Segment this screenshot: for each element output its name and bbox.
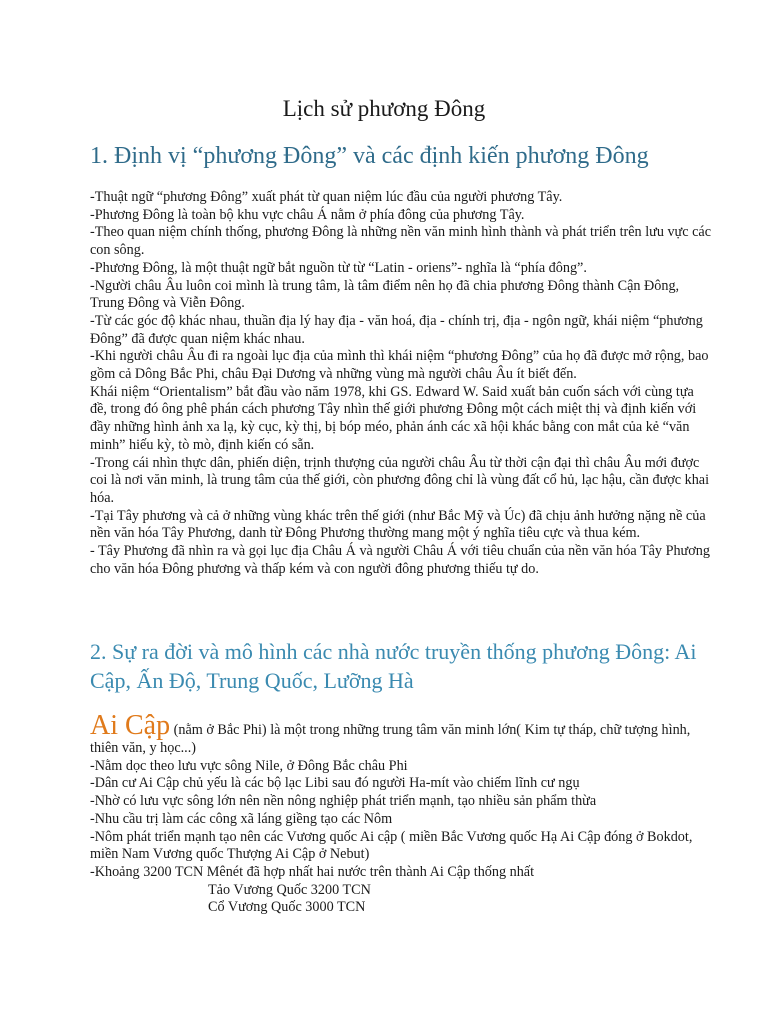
egypt-intro-text: (nằm ở Bắc Phi) là một trong những trung tâm văn minh lớn( Kim tự tháp, chữ tượng hình, thiên văn, y học...) (90, 722, 691, 756)
paragraph: -Khoảng 3200 TCN Mênét đã hợp nhất hai nước trên thành Ai Cập thống nhất (90, 863, 535, 880)
indented-line: Tảo Vương Quốc 3200 TCN (208, 881, 371, 898)
egypt-title: Ai Cập (90, 710, 171, 741)
paragraph: -Người châu Âu luôn coi mình là trung tâm, là tâm điểm nên họ đã chia phương Đông thành Cận Đông, Trung Đông và Viễn Đông. (90, 277, 680, 312)
section-1-body (90, 189, 712, 578)
paragraph: -Từ các góc độ khác nhau, thuần địa lý hay địa - văn hoá, địa - chính trị, địa - ngôn ngữ, khái niệm “phương Đông” đã được quan niệm khác nhau. (90, 312, 703, 347)
paragraph: -Nôm phát triển mạnh tạo nên các Vương quốc Ai cập ( miền Bắc Vương quốc Hạ Ai Cập đóng ở Bokdot, miền Nam Vương quốc Thượng Ai Cập ở Nebut) (90, 828, 693, 863)
paragraph: Khái niệm “Orientalism” bắt đầu vào năm 1978, khi GS. Edward W. Said xuất bản cuốn sách với cùng tựa đề, trong đó ông phê phán cách phương Tây nhìn thế giới phương Đông một cách miệt thị và định kiến với đầy những hình ảnh xa lạ, kỳ cục, kỳ thị, bị bóp méo, phản ánh các xã hội khác bằng con mắt của kẻ “văn minh” hiếu kỳ, tò mò, định kiến có sẵn. (90, 383, 697, 453)
paragraph: -Dân cư Ai Cập chủ yếu là các bộ lạc Libi sau đó người Ha-mít vào chiếm lĩnh cư ngụ (90, 775, 580, 792)
section-2-heading: 2. Sự ra đời và mô hình các nhà nước truyền thống phương Đông: Ai Cập, Ấn Độ, Trung Quốc, Lưỡng Hà (90, 639, 697, 693)
paragraph: -Theo quan niệm chính thống, phương Đông là những nền văn minh hình thành và phát triển trên lưu vực các con sông. (90, 224, 711, 259)
paragraph: -Tại Tây phương và cả ở những vùng khác trên thế giới (như Bắc Mỹ và Úc) đã chịu ảnh hưởng nặng nề của nền văn hóa Tây Phương, danh từ Đông Phương thường mang một ý nghĩa tiêu cực và thua kém. (90, 507, 706, 542)
paragraph: - Tây Phương đã nhìn ra và gọi lục địa Châu Á và người Châu Á với tiêu chuẩn của nền văn hóa Tây Phương cho văn hóa Đông phương và thấp kém và con người đông phương thiếu tự do. (90, 543, 710, 577)
paragraph: -Trong cái nhìn thực dân, phiến diện, trịnh thượng của người châu Âu từ thời cận đại thì châu Âu mới được coi là nơi văn minh, là trung tâm của thế giới, còn phương đông chỉ là vùng đất cổ hủ, lạc hậu, cần được khai hóa. (90, 454, 710, 506)
paragraph: -Nhờ có lưu vực sông lớn nên nền nông nghiệp phát triển mạnh, tạo nhiều sản phẩm thừa (90, 793, 597, 810)
paragraph: -Nằm dọc theo lưu vực sông Nile, ở Đông Bắc châu Phi (90, 757, 408, 774)
egypt-intro (90, 712, 712, 758)
indented-line: Cổ Vương Quốc 3000 TCN (208, 899, 366, 916)
paragraph: -Nhu cầu trị làm các công xã láng giềng tạo các Nôm (90, 810, 393, 827)
document-title: Lịch sử phương Đông (282, 96, 486, 121)
paragraph: -Thuật ngữ “phương Đông” xuất phát từ quan niệm lúc đầu của người phương Tây. (90, 189, 563, 205)
paragraph: -Phương Đông là toàn bộ khu vực châu Á nằm ở phía đông của phương Tây. (90, 206, 525, 223)
section-1-heading: 1. Định vị “phương Đông” và các định kiến phương Đông (90, 143, 649, 169)
paragraph: -Phương Đông, là một thuật ngữ bắt nguồn từ từ “Latin - oriens”- nghĩa là “phía đông”. (90, 259, 587, 276)
paragraph: -Khi người châu Âu đi ra ngoài lục địa của mình thì khái niệm “phương Đông” của họ đã được mở rộng, bao gồm cả Dông Bắc Phi, châu Đại Dương và những vùng mà người châu Âu ít biết đến. (90, 348, 709, 383)
section-2-body (90, 712, 712, 917)
